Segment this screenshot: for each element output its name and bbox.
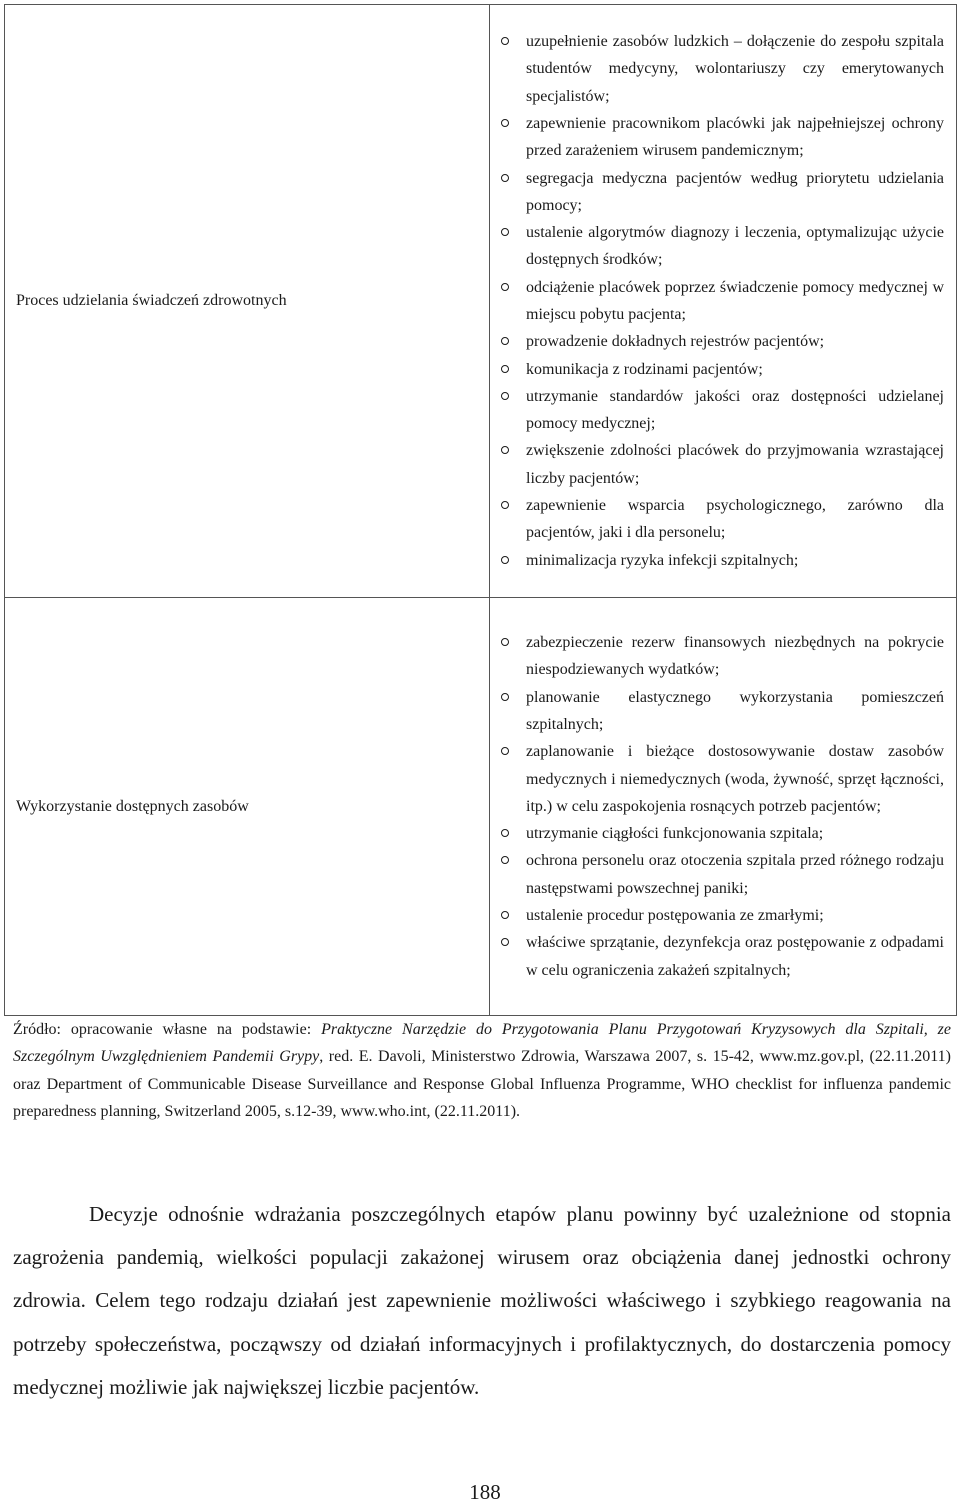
list-item: utrzymanie standardów jakości oraz dostępności udzielanej pomocy medycznej; [490, 383, 944, 438]
list-item: zapewnienie wsparcia psychologicznego, zarówno dla pacjentów, jaki i dla personelu; [490, 492, 944, 547]
page-number: 188 [469, 1480, 501, 1504]
list-item: uzupełnienie zasobów ludzkich – dołączenie do zespołu szpitala studentów medycyny, wolontariuszy czy emerytowanych specjalistów; [490, 28, 944, 110]
list-item: prowadzenie dokładnych rejestrów pacjentów; [490, 328, 944, 355]
summary-table [4, 4, 957, 1016]
table-row [5, 5, 957, 598]
list-item: minimalizacja ryzyka infekcji szpitalnych; [490, 547, 944, 574]
list-item: zabezpieczenie rezerw finansowych niezbędnych na pokrycie niespodziewanych wydatków; [490, 629, 944, 684]
list-item: odciążenie placówek poprzez świadczenie pomocy medycznej w miejscu pobytu pacjenta; [490, 274, 944, 329]
list-item: ustalenie algorytmów diagnozy i leczenia, optymalizując użycie dostępnych środków; [490, 219, 944, 274]
list-item: ustalenie procedur postępowania ze zmarłymi; [490, 902, 944, 929]
row-items [490, 5, 957, 598]
list-item: planowanie elastycznego wykorzystania pomieszczeń szpitalnych; [490, 684, 944, 739]
row-label: Proces udzielania świadczeń zdrowotnych [5, 5, 490, 598]
list-item: segregacja medyczna pacjentów według priorytetu udzielania pomocy; [490, 165, 944, 220]
list-item: utrzymanie ciągłości funkcjonowania szpitala; [490, 820, 944, 847]
source-note [13, 1016, 951, 1125]
bullet-list [490, 629, 944, 984]
source-title: Praktyczne Narzędzie do Przygotowania Planu Przygotowań Kryzysowych dla Szpitali, ze Szczególnym Uwzględnieniem Pandemii Grypy [13, 1021, 952, 1066]
list-item: ochrona personelu oraz otoczenia szpitala przed różnego rodzaju następstwami powszechnej paniki; [490, 847, 944, 902]
row-label: Wykorzystanie dostępnych zasobów [5, 598, 490, 1016]
list-item: zapewnienie pracownikom placówki jak najpełniejszej ochrony przed zarażeniem wirusem pandemicznym; [490, 110, 944, 165]
list-item: komunikacja z rodzinami pacjentów; [490, 356, 944, 383]
row-items [490, 598, 957, 1016]
source-details: , red. E. Davoli, Ministerstwo Zdrowia, Warszawa 2007, s. 15-42, www.mz.gov.pl, (22.11.2011) oraz Department of Communicable Disease Surveillance and Response Global Influenza Programme, WHO checklist for influenza pandemic preparedness planning, Switzerland 2005, s.12-39, www.who.int, (22.11.2011). [13, 1048, 951, 1120]
bullet-list [490, 28, 944, 574]
table-row [5, 598, 957, 1016]
list-item: zwiększenie zdolności placówek do przyjmowania wzrastającej liczby pacjentów; [490, 437, 944, 492]
source-prefix: Źródło: opracowanie własne na podstawie: [13, 1021, 322, 1038]
list-item: zaplanowanie i bieżące dostosowywanie dostaw zasobów medycznych i niemedycznych (woda, żywność, sprzęt łączności, itp.) w celu zaspokojenia rosnących potrzeb pacjentów; [490, 738, 944, 820]
list-item: właściwe sprzątanie, dezynfekcja oraz postępowanie z odpadami w celu ograniczenia zakażeń szpitalnych; [490, 929, 944, 984]
body-paragraph: Decyzje odnośnie wdrażania poszczególnych etapów planu powinny być uzależnione od stopnia zagrożenia pandemią, wielkości populacji zakażonej wirusem oraz obciążenia danej jednostki ochrony zdrowia. Celem tego rodzaju działań jest zapewnienie możliwości właściwego i szybkiego reagowania na potrzeby społeczeństwa, począwszy od działań informacyjnych i profilaktycznych, do dostarczenia pomocy medycznej możliwie jak największej liczbie pacjentów. [13, 1202, 951, 1399]
